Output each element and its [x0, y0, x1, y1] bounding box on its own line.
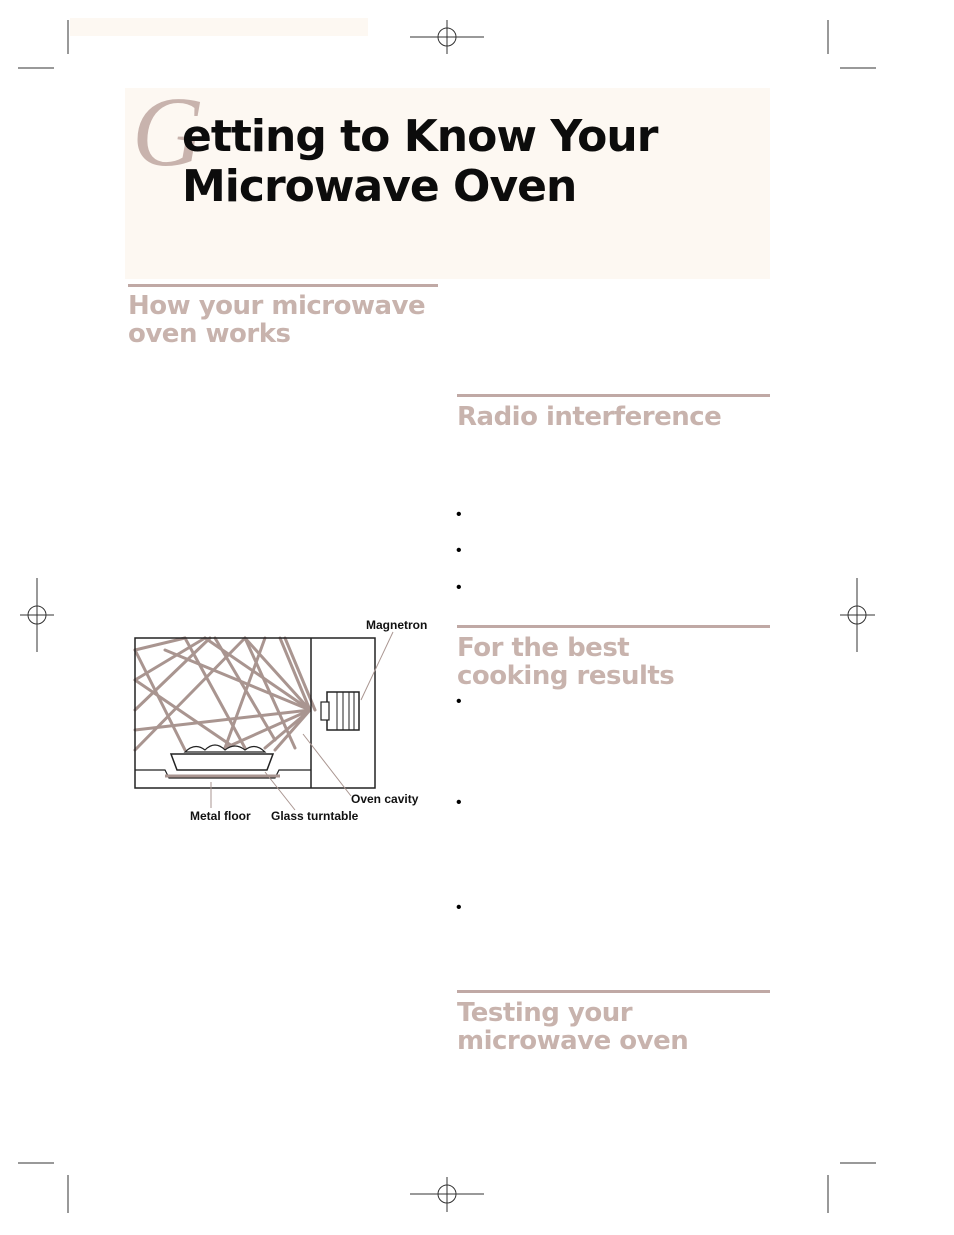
radio-bullet-3: • [456, 579, 462, 596]
heading-radio: Radio interference [457, 402, 722, 432]
page-title-line2: Microwave Oven [182, 161, 577, 212]
heading-how-works-line2: oven works [128, 319, 291, 349]
heading-how-works-line1: How your microwave [128, 291, 426, 321]
heading-testing-line2: microwave oven [457, 1026, 689, 1056]
label-glass-turntable: Glass turntable [271, 809, 359, 823]
heading-testing-line1: Testing your [457, 998, 633, 1028]
best-bullet-2: • [456, 794, 462, 811]
label-metal-floor: Metal floor [190, 809, 251, 823]
best-bullet-1: • [456, 693, 462, 710]
best-bullet-3: • [456, 899, 462, 916]
radio-bullet-1: • [456, 506, 462, 523]
radio-bullet-2: • [456, 542, 462, 559]
title-drop-cap: G [132, 76, 205, 187]
heading-best-line1: For the best [457, 633, 630, 663]
label-magnetron: Magnetron [366, 618, 428, 632]
heading-best-line2: cooking results [457, 661, 675, 691]
page-title-line1: etting to Know Your [182, 111, 658, 162]
label-oven-cavity: Oven cavity [351, 792, 419, 806]
